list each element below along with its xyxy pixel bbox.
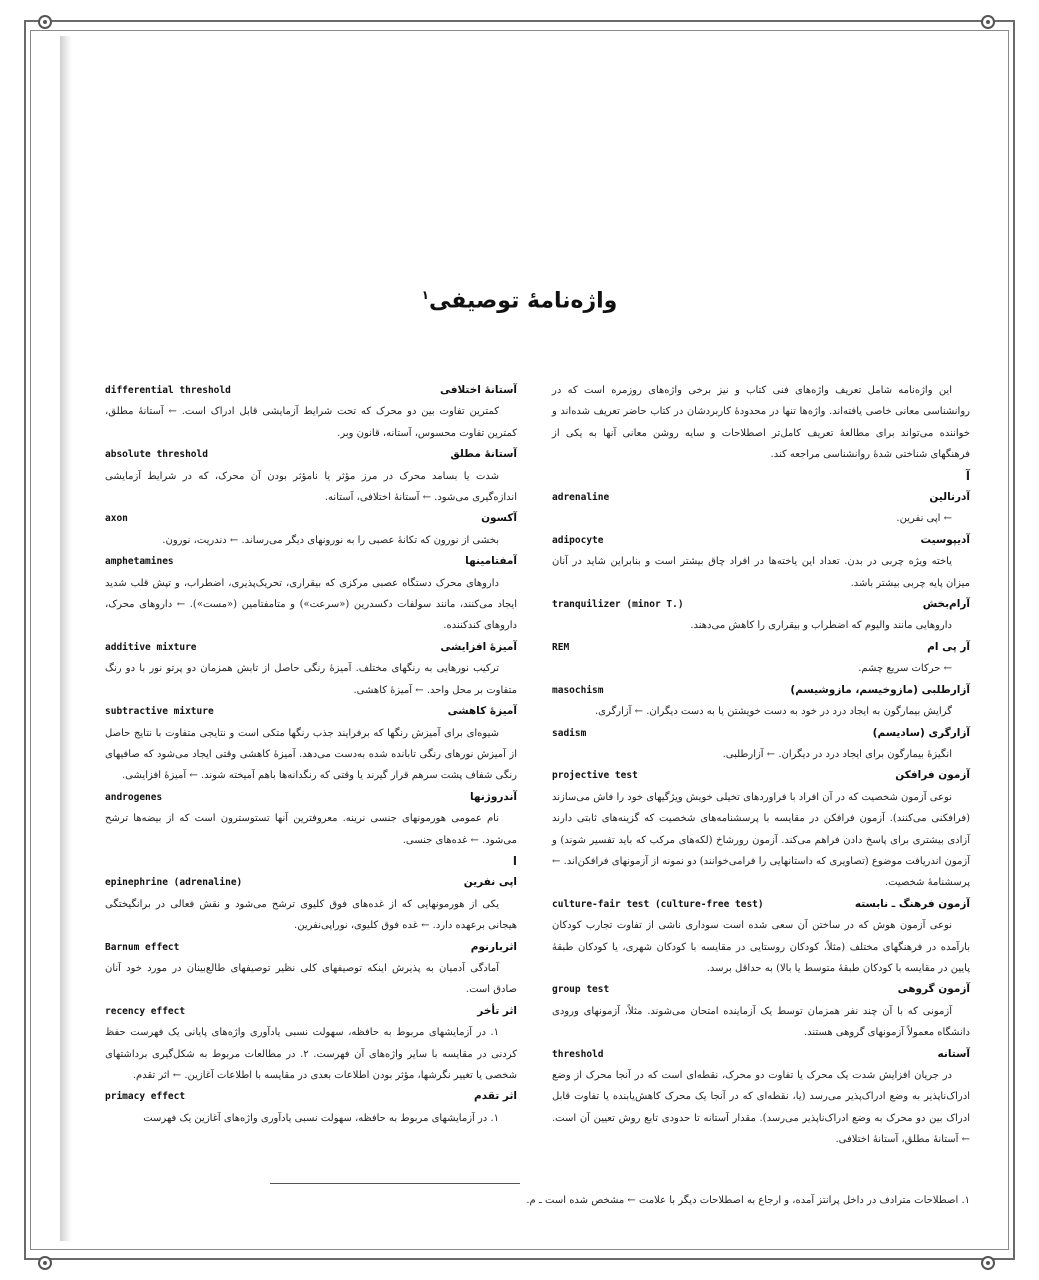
title-footnote-mark: ۱ — [421, 288, 429, 302]
term-english: axon — [105, 513, 128, 525]
term-english: differential threshold — [105, 385, 231, 396]
page-title — [0, 288, 1039, 313]
term-english: Barnum effect — [105, 941, 180, 953]
definition-text: گرایش بیمارگون به ایجاد درد در خود به دست خویشتن یا به دست دیگران. ← آزارگری. — [594, 706, 952, 718]
term-english: masochism — [552, 684, 604, 696]
term-english: androgenes — [105, 791, 163, 803]
definition-text: در جریان افزایش شدت یک محرک یا تفاوت دو محرک، نقطه‌ای است که در آنجا محرک از وضع ادراک‌ناپذیر به وضع ادراک‌پذیر می‌رسد (یا، نقطه‌ای که در آنجا یک محرک کاهش‌یابنده یا تفاوت قابل ادراک بین دو محرک به وضع ادراک‌ناپذیر می‌رسد). مقدار آستانه تا حدودی تابع روش تعیین آن است. ← آستانهٔ مطلق، آستانهٔ اختلافی. — [552, 1070, 970, 1146]
term-persian: آکسون — [481, 512, 517, 525]
definition-text: شیوه‌ای برای آمیزش رنگها که برفرایند جذب رنگها متکی است و نتایجی متفاوت با نتایج حاصل از آمیزش نورهای رنگی تابانده شده به‌دست می‌دهد. آمیزهٔ کاهشی وقتی ایجاد می‌شود که صافیهای رنگی شفاف پشت سرهم قرار گیرند یا وقتی که رنگدانه‌ها باهم آمیخته شوند. ← آمیزهٔ افزایشی. — [105, 727, 517, 782]
term-persian: آدرنالین — [929, 491, 970, 504]
footnote: ۱. اصطلاحات مترادف در داخل پرانتز آمده، و ارجاع به اصطلاحات دیگر با علامت ← مشخص شده است ـ م. — [526, 1195, 970, 1206]
section-letter: ا — [512, 853, 517, 868]
term-english: group test — [552, 984, 610, 996]
glossary-term — [552, 637, 970, 658]
glossary-term — [552, 894, 970, 915]
glossary-term — [105, 937, 517, 958]
corner-ornament-icon — [38, 15, 52, 29]
corner-ornament-icon — [981, 1256, 995, 1270]
glossary-column-right — [552, 380, 970, 1151]
glossary-term — [105, 380, 517, 401]
definition-text: کمترین تفاوت بین دو محرک که تحت شرایط آزمایشی قابل ادراک است. ← آستانهٔ مطلق، کمترین تفاوت محسوس، آستانه، قانون وبر. — [105, 406, 517, 439]
term-persian: اثر تأخر — [477, 1004, 517, 1017]
term-persian: اثربارنوم — [470, 940, 517, 953]
term-persian: آر پی ام — [927, 640, 970, 653]
cross-reference: ← حرکات سریع چشم. — [858, 663, 952, 675]
term-persian: آندروژنها — [469, 790, 517, 803]
definition-text: داروهای محرک دستگاه عصبی مرکزی که بیقراری، تحریک‌پذیری، اضطراب، و تپش قلب شدید ایجاد می‌کنند، مانند سولفات دکسدرین («سرعت») و متامفتامین («مست»). ← داروهای محرک، داروهای کندکننده. — [105, 577, 517, 632]
definition-text: داروهایی مانند والیوم که اضطراب و بیقراری را کاهش می‌دهند. — [690, 620, 952, 632]
page-title-text: واژه‌نامهٔ توصیفی — [428, 288, 618, 314]
term-english: tranquilizer (minor T.) — [552, 599, 684, 611]
term-persian: آزمون گروهی — [897, 983, 970, 996]
glossary-column-left — [105, 380, 517, 1129]
term-persian: آزمون فرافکن — [895, 769, 970, 782]
term-persian: اثر تقدم — [474, 1090, 517, 1103]
definition-text: نوعی آزمون هوش که در ساختن آن سعی شده است سوداری ناشی از تفاوت تجارب کودکان بارآمده در فرهنگهای مختلف (مثلاً، کودکان روستایی در مقایسه با کودکان شهری، یا کودکان طبقهٔ پایین در مقایسه با کودکان طبقهٔ متوسط یا بالا) به حداقل برسد. — [552, 920, 970, 974]
term-english: recency effect — [105, 1005, 186, 1017]
term-english: epinephrine (adrenaline) — [105, 877, 243, 889]
glossary-term — [105, 551, 517, 572]
definition-text: یکی از هورمونهایی که از غده‌های فوق کلیوی ترشح می‌شود و نقش فعالی در برانگیختگی هیجانی برعهده دارد. ← غده فوق کلیوی، نوراپی‌نفرین. — [105, 898, 517, 932]
term-english: additive mixture — [105, 641, 197, 653]
term-persian: آستانهٔ اختلافی — [439, 384, 517, 396]
glossary-term — [105, 1001, 517, 1022]
term-persian: آزمون فرهنگ ـ نابسته — [854, 897, 970, 910]
glossary-term — [105, 701, 517, 722]
glossary-term — [552, 530, 970, 551]
definition-text: آزمونی که با آن چند نفر همزمان توسط یک آزماینده امتحان می‌شوند. مثلاً، آزمونهای ورودی دانشگاه معمولاً آزمونهای گروهی هستند. — [552, 1005, 970, 1039]
term-english: REM — [552, 641, 570, 653]
definition-text: ۱. در آزمایشهای مربوط به حافظه، سهولت نسبی یادآوری واژه‌های پایانی یک فهرست حفظ کردنی در مقایسه با سایر واژه‌های آن فهرست. ۲. در مطالعات مربوط به شکل‌گیری برداشتهای شخصی یا تغییر نگرشها، مؤثر بودن اطلاعات بعدی در مقایسه با اطلاعات آغازین. ← اثر تقدم. — [105, 1027, 518, 1081]
term-persian: آمیزهٔ کاهشی — [447, 705, 517, 718]
glossary-term — [552, 1044, 970, 1065]
definition-text: این واژه‌نامه شامل تعریف واژه‌های فنی کتاب و نیز برخی واژه‌های روزمره است که در روانشناسی معانی خاصی یافته‌اند. واژه‌ها تنها در محدودهٔ کاربردشان در کتاب حاضر تعریف شده‌اند و خواننده می‌تواند برای مطالعهٔ تعریف کامل‌تر اصطلاحات و سایه روشن معانی آنها به یکی از فرهنگهای شناختی شدهٔ روانشناسی مراجعه کند. — [552, 385, 970, 461]
book-spine-shadow — [60, 36, 72, 1241]
footnote-divider — [270, 1183, 520, 1184]
term-persian: آزارطلبی (مازوخیسم، مازوشیسم) — [790, 683, 970, 696]
definition-text: نام عمومی هورمونهای جنسی نرینه. معروفترین آنها تستوسترون است که از بیضه‌ها ترشح می‌شود. ← غده‌های جنسی. — [105, 813, 517, 846]
definition-text: آمادگی آدمیان به پذیرش اینکه توصیفهای کلی نظیر توصیفهای طالع‌بینان در مورد خود آنان صادق است. — [105, 962, 517, 996]
term-english: threshold — [552, 1048, 604, 1060]
glossary-term — [552, 979, 970, 1000]
term-english: projective test — [552, 770, 638, 782]
glossary-term — [552, 487, 970, 508]
definition-text: شدت یا بسامد محرک در مرز مؤثر یا نامؤثر بودن آن محرک، که در شرایط آزمایشی اندازه‌گیری می‌شود. ← آستانهٔ اختلافی، آستانه. — [105, 470, 517, 504]
term-english: amphetamines — [105, 556, 174, 568]
section-letter: آ — [965, 468, 970, 483]
term-english: adrenaline — [552, 492, 610, 504]
cross-reference: ← اپی نفرین. — [896, 513, 952, 525]
term-persian: آدیپوسیت — [920, 533, 970, 546]
glossary-term — [552, 594, 970, 615]
term-persian: اپی نفرین — [463, 876, 517, 889]
term-persian: آستانهٔ مطلق — [450, 448, 517, 461]
term-english: subtractive mixture — [105, 706, 214, 718]
term-english: primacy effect — [105, 1091, 186, 1103]
glossary-term — [105, 637, 517, 658]
glossary-term — [105, 444, 517, 465]
glossary-term — [552, 765, 970, 786]
term-persian: آمفتامینها — [465, 555, 517, 568]
glossary-term — [552, 723, 970, 744]
definition-text: انگیزهٔ بیمارگون برای ایجاد درد در دیگران. ← آزارطلبی. — [722, 748, 952, 760]
term-persian: آستانه — [937, 1047, 970, 1060]
term-english: absolute threshold — [105, 449, 208, 461]
corner-ornament-icon — [981, 15, 995, 29]
glossary-term — [552, 680, 970, 701]
term-english: adipocyte — [552, 534, 604, 546]
corner-ornament-icon — [38, 1256, 52, 1270]
definition-text: یاخته ویژه چربی در بدن. تعداد این یاخته‌ها در افراد چاق بیشتر است و بنابراین شاید در آنان میزان پایه چربی بیشتر باشد. — [552, 556, 970, 589]
term-english: culture-fair test (culture-free test) — [552, 898, 764, 910]
glossary-term — [105, 508, 517, 529]
glossary-term — [105, 1086, 517, 1107]
term-persian: آزارگری (سادیسم) — [872, 726, 970, 739]
glossary-term — [105, 872, 517, 893]
glossary-term — [105, 787, 517, 808]
definition-text: ۱. در آزمایشهای مربوط به حافظه، سهولت نسبی یادآوری واژه‌های آغازین یک فهرست — [143, 1112, 499, 1124]
term-english: sadism — [552, 727, 587, 739]
definition-text: نوعی آزمون شخصیت که در آن افراد با فراوردهای تخیلی خویش ویژگیهای خود را فاش می‌سازند (فرافکنی می‌کنند). آزمون فرافکن در مقایسه با پرسشنامه‌های شخصیت که گزینه‌های ثابتی دارند آزادی بیشتری برای پاسخ دادن فراهم می‌کند. آزمون رورشاخ (لکه‌های مرکب که باید تفسیر شوند) و آزمون اندریافت موضوع (تصاویری که داستانهایی را فرامی‌خوانند) دو نمونه از آزمونهای فرافکن‌اند. ← پرسشنامهٔ شخصیت. — [552, 791, 970, 889]
definition-text: بخشی از نورون که تکانهٔ عصبی را به نورونهای دیگر می‌رساند. ← دندریت، نورون. — [162, 534, 499, 546]
term-persian: آرام‌بخش — [922, 598, 970, 611]
definition-text: ترکیب نورهایی به رنگهای مختلف. آمیزهٔ رنگی حاصل از تابش همزمان دو پرتو نور با دو رنگ متفاوت بر محل واحد. ← آمیزهٔ کاهشی. — [105, 663, 517, 696]
term-persian: آمیزهٔ افزایشی — [440, 640, 517, 653]
